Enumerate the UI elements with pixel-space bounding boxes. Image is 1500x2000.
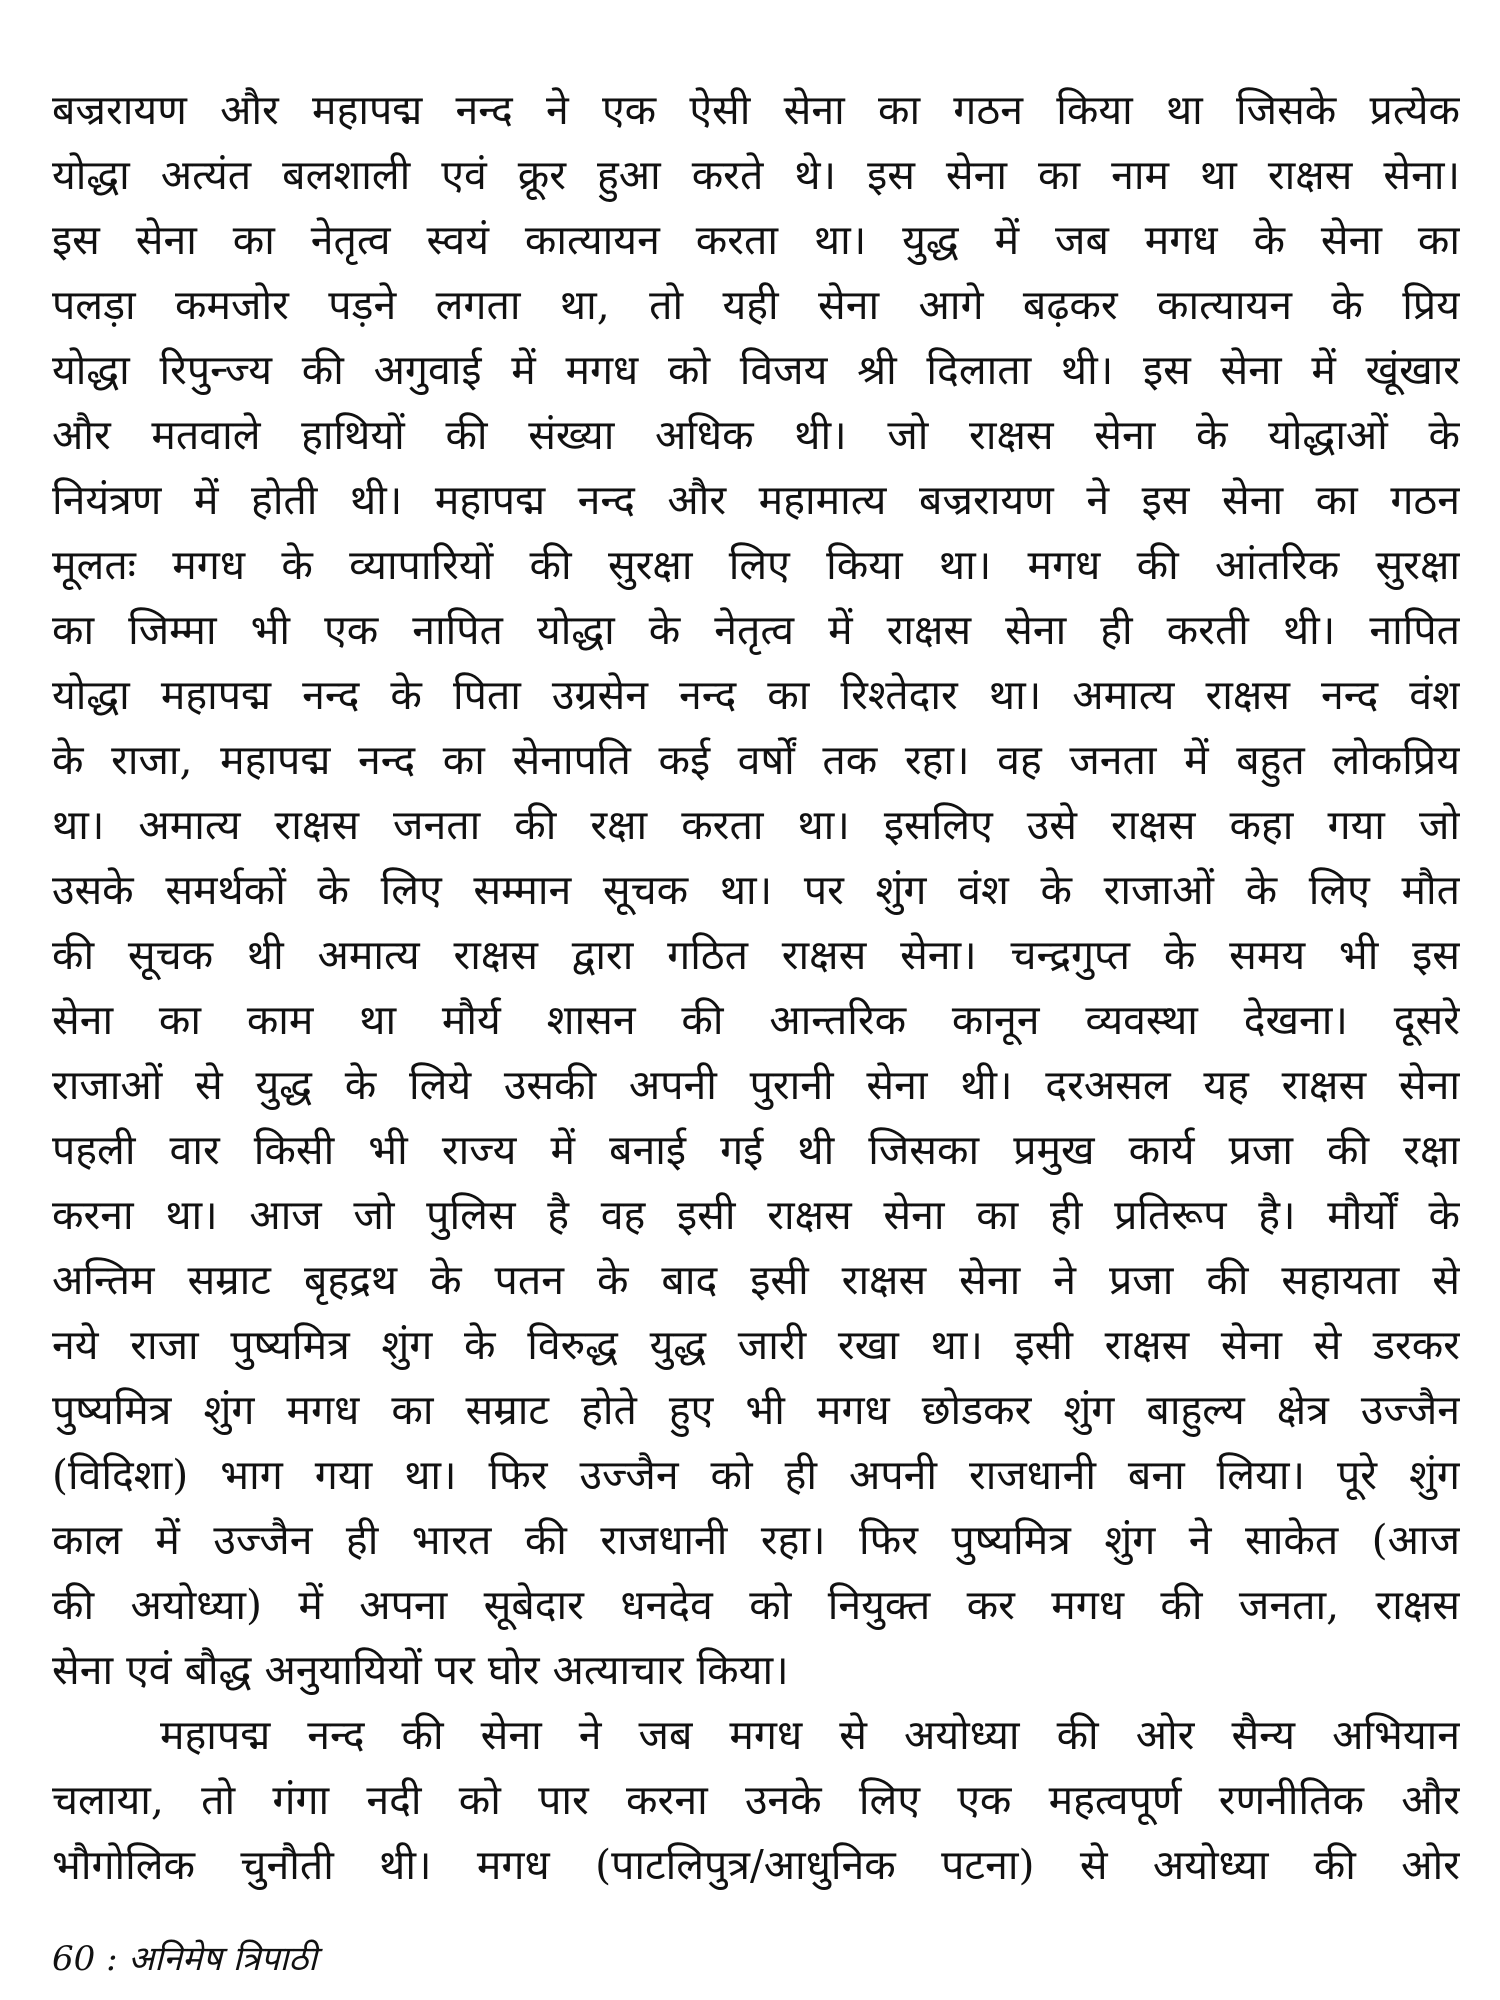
text-line: बज्ररायण और महापद्म नन्द ने एक ऐसी सेना का गठन किया था जिसके प्रत्येक bbox=[52, 86, 1460, 134]
text-line: मूलतः मगध के व्यापारियों की सुरक्षा लिए किया था। मगध की आंतरिक सुरक्षा bbox=[52, 541, 1460, 589]
text-line: उसके समर्थकों के लिए सम्मान सूचक था। पर शुंग वंश के राजाओं के लिए मौत bbox=[52, 866, 1460, 914]
text-line: नये राजा पुष्यमित्र शुंग के विरुद्ध युद्ध जारी रखा था। इसी राक्षस सेना से डरकर bbox=[52, 1321, 1460, 1369]
text-line: करना था। आज जो पुलिस है वह इसी राक्षस सेना का ही प्रतिरूप है। मौर्यों के bbox=[52, 1191, 1460, 1239]
text-line: पलड़ा कमजोर पड़ने लगता था, तो यही सेना आगे बढ़कर कात्यायन के प्रिय bbox=[52, 281, 1460, 329]
text-line: इस सेना का नेतृत्व स्वयं कात्यायन करता था। युद्ध में जब मगध के सेना का bbox=[52, 216, 1460, 264]
text-line: की अयोध्या) में अपना सूबेदार धनदेव को नियुक्त कर मगध की जनता, राक्षस bbox=[52, 1581, 1460, 1629]
text-line: नियंत्रण में होती थी। महापद्म नन्द और महामात्य बज्ररायण ने इस सेना का गठन bbox=[52, 476, 1460, 524]
text-line: (विदिशा) भाग गया था। फिर उज्जैन को ही अपनी राजधानी बना लिया। पूरे शुंग bbox=[52, 1451, 1460, 1499]
text-line: सेना एवं बौद्ध अनुयायियों पर घोर अत्याचार किया। bbox=[52, 1646, 789, 1694]
text-line: अन्तिम सम्राट बृहद्रथ के पतन के बाद इसी राक्षस सेना ने प्रजा की सहायता से bbox=[52, 1256, 1460, 1304]
paragraph-1 bbox=[52, 78, 1460, 1703]
paragraph-2 bbox=[52, 1703, 1460, 1898]
text-line: पहली वार किसी भी राज्य में बनाई गई थी जिसका प्रमुख कार्य प्रजा की रक्षा bbox=[52, 1126, 1460, 1174]
text-line: राजाओं से युद्ध के लिये उसकी अपनी पुरानी सेना थी। दरअसल यह राक्षस सेना bbox=[52, 1061, 1460, 1109]
text-line: महापद्म नन्द की सेना ने जब मगध से अयोध्या की ओर सैन्य अभियान bbox=[160, 1711, 1460, 1759]
text-line: योद्धा अत्यंत बलशाली एवं क्रूर हुआ करते थे। इस सेना का नाम था राक्षस सेना। bbox=[52, 151, 1460, 199]
text-line: काल में उज्जैन ही भारत की राजधानी रहा। फिर पुष्यमित्र शुंग ने साकेत (आज bbox=[52, 1516, 1460, 1564]
text-line: का जिम्मा भी एक नापित योद्धा के नेतृत्व में राक्षस सेना ही करती थी। नापित bbox=[52, 606, 1460, 654]
text-line: की सूचक थी अमात्य राक्षस द्वारा गठित राक्षस सेना। चन्द्रगुप्त के समय भी इस bbox=[52, 931, 1460, 979]
text-line: के राजा, महापद्म नन्द का सेनापति कई वर्षों तक रहा। वह जनता में बहुत लोकप्रिय bbox=[52, 736, 1460, 784]
text-line: पुष्यमित्र शुंग मगध का सम्राट होते हुए भी मगध छोडकर शुंग बाहुल्य क्षेत्र उज्जैन bbox=[52, 1386, 1460, 1434]
text-line: सेना का काम था मौर्य शासन की आन्तरिक कानून व्यवस्था देखना। दूसरे bbox=[52, 996, 1460, 1044]
text-line: था। अमात्य राक्षस जनता की रक्षा करता था। इसलिए उसे राक्षस कहा गया जो bbox=[52, 801, 1460, 849]
text-line: भौगोलिक चुनौती थी। मगध (पाटलिपुत्र/आधुनिक पटना) से अयोध्या की ओर bbox=[52, 1841, 1460, 1889]
body-text bbox=[52, 78, 1460, 1898]
text-line: योद्धा महापद्म नन्द के पिता उग्रसेन नन्द का रिश्तेदार था। अमात्य राक्षस नन्द वंश bbox=[52, 671, 1460, 719]
page-footer: 60 : अनिमेष त्रिपाठी bbox=[52, 1939, 318, 1979]
text-line: चलाया, तो गंगा नदी को पार करना उनके लिए एक महत्वपूर्ण रणनीतिक और bbox=[52, 1776, 1460, 1824]
text-line: योद्धा रिपुन्ज्य की अगुवाई में मगध को विजय श्री दिलाता थी। इस सेना में खूंखार bbox=[52, 346, 1460, 394]
text-line: और मतवाले हाथियों की संख्या अधिक थी। जो राक्षस सेना के योद्धाओं के bbox=[52, 411, 1460, 459]
